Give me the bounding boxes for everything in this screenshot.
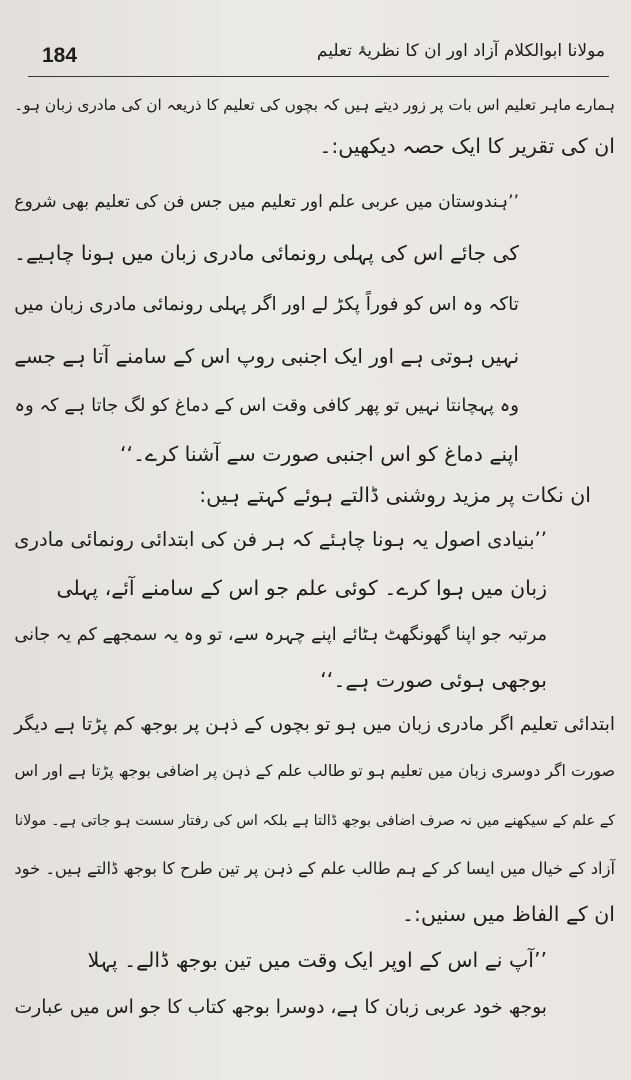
intro-line: ان نکات پر مزید روشنی ڈالتے ہوئے کہتے ہیں: xyxy=(199,483,591,507)
page-number: 184 xyxy=(42,44,78,67)
paragraph-line: کے علم کے سیکھنے میں نہ صرف اضافی بوجھ ڈالتا ہے بلکہ اس کی رفتار سست ہو جاتی ہے۔ مولانا xyxy=(14,813,615,829)
paragraph-line: ان کے الفاظ میں سنیں:۔ xyxy=(402,902,615,926)
quote-line: ’’آپ نے اس کے اوپر ایک وقت میں تین بوجھ ڈالے۔ پہلا xyxy=(87,948,547,972)
quote-line: کی جائے اس کی پہلی رونمائی مادری زبان میں ہونا چاہیے۔ xyxy=(14,241,519,265)
running-title: مولانا ابوالکلام آزاد اور ان کا نظریۂ تعلیم xyxy=(316,41,605,61)
quote-line: نہیں ہوتی ہے اور ایک اجنبی روپ اس کے سامنے آتا ہے جسے xyxy=(14,344,519,368)
quote-line: تاکہ وہ اس کو فوراً پکڑ لے اور اگر پہلی رونمائی مادری زبان میں xyxy=(14,294,519,315)
paragraph-line: صورت اگر دوسری زبان میں تعلیم ہو تو طالب علم کے ذہن پر اضافی بوجھ پڑتا ہے اور اس xyxy=(14,761,615,780)
page-header xyxy=(28,36,609,77)
quote-line: بوجھ خود عربی زبان کا ہے، دوسرا بوجھ کتاب کا جو اس میں عبارت xyxy=(14,997,547,1018)
quote-line: بوجھی ہوئی صورت ہے۔‘‘ xyxy=(320,668,547,692)
paragraph-line: ہمارے ماہر تعلیم اس بات پر زور دیتے ہیں کہ بچوں کی تعلیم کا ذریعہ ان کی مادری زبان ہو۔ xyxy=(14,96,615,114)
quote-line: وہ پہچانتا نہیں تو پھر کافی وقت اس کے دماغ کو لگ جاتا ہے کہ وہ xyxy=(14,395,519,416)
quote-line: زبان میں ہوا کرے۔ کوئی علم جو اس کے سامنے آئے، پہلی xyxy=(56,576,547,600)
quote-line: ’’بنیادی اصول یہ ہونا چاہئے کہ ہر فن کی ابتدائی رونمائی مادری xyxy=(14,528,547,551)
paragraph-line: آزاد کے خیال میں ایسا کر کے ہم طالب علم کے ذہن پر تین طرح کا بوجھ ڈالتے ہیں۔ خود xyxy=(14,859,615,878)
quote-line: مرتبہ جو اپنا گھونگھٹ ہٹائے اپنے چہرہ سے، تو وہ یہ سمجھے کم یہ جانی xyxy=(14,625,547,645)
paragraph-line: ابتدائی تعلیم اگر مادری زبان میں ہو تو بچوں کے ذہن پر بوجھ کم پڑتا ہے دیگر xyxy=(14,714,615,735)
quote-line: ’’ہندوستان میں عربی علم اور تعلیم میں جس فن کی تعلیم بھی شروع xyxy=(14,192,519,212)
quote-line: اپنے دماغ کو اس اجنبی صورت سے آشنا کرے۔‘‘ xyxy=(119,442,519,466)
paragraph-line: ان کی تقریر کا ایک حصہ دیکھیں:۔ xyxy=(319,134,615,158)
